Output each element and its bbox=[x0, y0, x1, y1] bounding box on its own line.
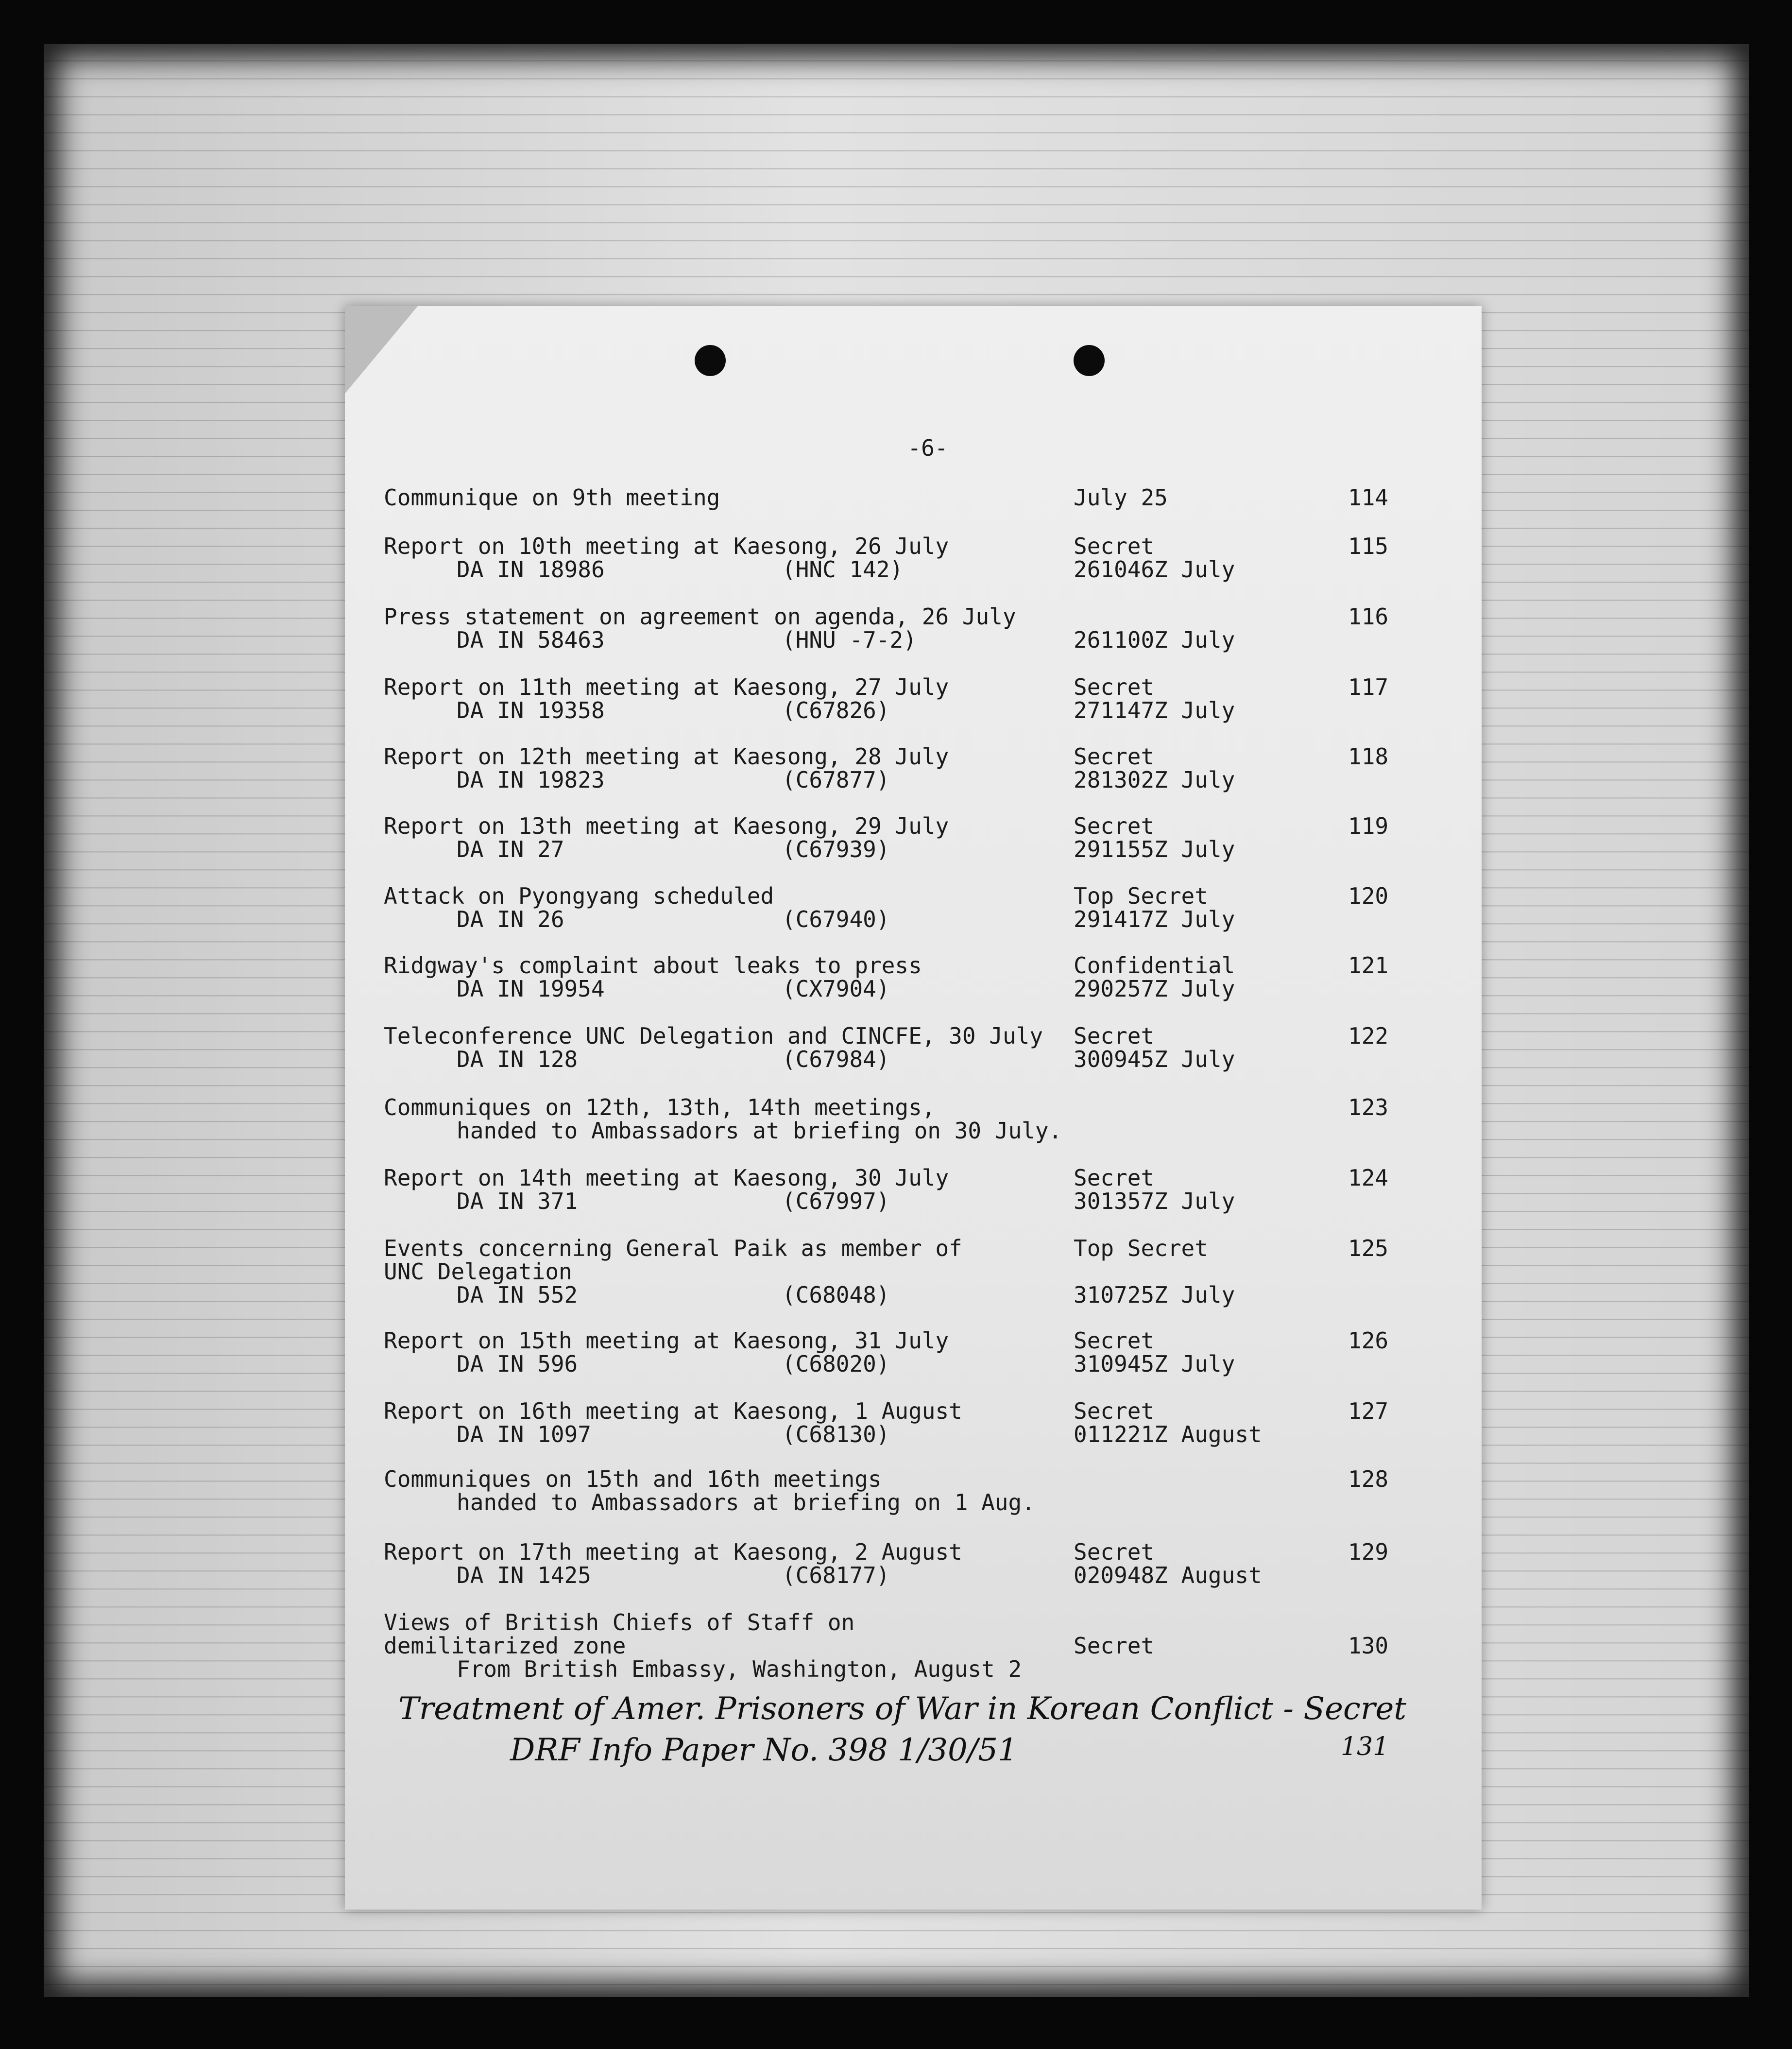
entry-title: Communiques on 12th, 13th, 14th meetings, bbox=[384, 1094, 936, 1120]
entry-number: 128 bbox=[1348, 1466, 1389, 1492]
entry-number: 117 bbox=[1348, 674, 1389, 700]
entry-title: Teleconference UNC Delegation and CINCFE, 30 July bbox=[384, 1023, 1043, 1049]
entry-line bbox=[384, 768, 1428, 792]
entry-reference: DA IN 128 bbox=[457, 1046, 578, 1072]
entry-line bbox=[384, 1166, 1428, 1189]
entry-line bbox=[384, 1564, 1428, 1587]
entry-classification: July 25 bbox=[1074, 484, 1168, 511]
document-page bbox=[345, 306, 1482, 1910]
entry-item bbox=[384, 534, 1428, 581]
entry-item bbox=[384, 745, 1428, 792]
entry-signal-code: (C67877) bbox=[782, 767, 890, 793]
entry-line bbox=[384, 745, 1428, 768]
entry-item bbox=[384, 1237, 1428, 1307]
entry-title: Communiques on 15th and 16th meetings bbox=[384, 1466, 882, 1492]
handwritten-title: Treatment of Amer. Prisoners of War in Korean Conflict - Secret bbox=[398, 1691, 1407, 1727]
entry-number: 121 bbox=[1348, 952, 1389, 979]
entry-datetime-group: 261046Z July bbox=[1074, 556, 1235, 583]
entry-signal-code: (C68020) bbox=[782, 1351, 890, 1377]
entry-datetime-group: 011221Z August bbox=[1074, 1421, 1262, 1447]
entry-line bbox=[384, 534, 1428, 558]
entry-signal-code: (C68177) bbox=[782, 1562, 890, 1588]
entry-line bbox=[384, 814, 1428, 838]
entry-classification: Secret bbox=[1074, 1539, 1155, 1565]
entry-line bbox=[384, 558, 1428, 581]
entry-signal-code: (C67826) bbox=[782, 697, 890, 723]
entry-datetime-group: 020948Z August bbox=[1074, 1562, 1262, 1588]
entry-item bbox=[384, 675, 1428, 722]
entry-line bbox=[384, 1329, 1428, 1352]
entry-datetime-group: 310725Z July bbox=[1074, 1282, 1235, 1308]
entry-title: handed to Ambassadors at briefing on 1 Aug. bbox=[457, 1489, 1035, 1515]
entry-line bbox=[384, 884, 1428, 908]
entry-item bbox=[384, 884, 1428, 931]
entry-line bbox=[384, 1467, 1428, 1491]
entry-title: Ridgway's complaint about leaks to press bbox=[384, 952, 922, 979]
entry-classification: Top Secret bbox=[1074, 1235, 1208, 1261]
entry-datetime-group: 300945Z July bbox=[1074, 1046, 1235, 1072]
entry-classification: Top Secret bbox=[1074, 883, 1208, 909]
entry-title: Report on 17th meeting at Kaesong, 2 August bbox=[384, 1539, 962, 1565]
entry-signal-code: (C67997) bbox=[782, 1188, 890, 1214]
entry-line bbox=[384, 1189, 1428, 1213]
entry-datetime-group: 291417Z July bbox=[1074, 906, 1235, 932]
entry-number: 120 bbox=[1348, 883, 1389, 909]
entry-title: Report on 11th meeting at Kaesong, 27 July bbox=[384, 674, 949, 700]
entry-title: handed to Ambassadors at briefing on 30 July. bbox=[457, 1118, 1062, 1144]
entry-number: 127 bbox=[1348, 1398, 1389, 1424]
entry-signal-code: (C67939) bbox=[782, 836, 890, 862]
entry-item bbox=[384, 1399, 1428, 1446]
entry-item bbox=[384, 1024, 1428, 1071]
entry-line bbox=[384, 1657, 1428, 1681]
entry-title: Report on 10th meeting at Kaesong, 26 July bbox=[384, 533, 949, 559]
entry-signal-code: (C68048) bbox=[782, 1282, 890, 1308]
entry-reference: DA IN 18986 bbox=[457, 556, 605, 583]
entry-line bbox=[384, 1283, 1428, 1307]
entry-title: Report on 16th meeting at Kaesong, 1 August bbox=[384, 1398, 962, 1424]
entry-line bbox=[384, 838, 1428, 861]
entry-signal-code: (C67940) bbox=[782, 906, 890, 932]
entry-classification: Secret bbox=[1074, 1023, 1155, 1049]
entry-item bbox=[384, 1467, 1428, 1514]
entry-item bbox=[384, 486, 1428, 509]
entry-reference: DA IN 596 bbox=[457, 1351, 578, 1377]
entry-number: 129 bbox=[1348, 1539, 1389, 1565]
entry-datetime-group: 261100Z July bbox=[1074, 627, 1235, 653]
entry-line bbox=[384, 1260, 1428, 1283]
entry-title: Views of British Chiefs of Staff on bbox=[384, 1609, 855, 1636]
entry-title: Report on 13th meeting at Kaesong, 29 July bbox=[384, 813, 949, 839]
punch-hole-left bbox=[695, 345, 726, 376]
microfilm-frame bbox=[44, 44, 1749, 1997]
entry-datetime-group: 310945Z July bbox=[1074, 1351, 1235, 1377]
entry-line bbox=[384, 628, 1428, 652]
entry-title: Report on 12th meeting at Kaesong, 28 July bbox=[384, 743, 949, 770]
entry-number: 115 bbox=[1348, 533, 1389, 559]
entry-classification: Secret bbox=[1074, 813, 1155, 839]
entry-classification: Secret bbox=[1074, 743, 1155, 770]
entry-line bbox=[384, 1611, 1428, 1634]
entry-number: 122 bbox=[1348, 1023, 1389, 1049]
entry-number: 130 bbox=[1348, 1633, 1389, 1659]
entry-datetime-group: 291155Z July bbox=[1074, 836, 1235, 862]
entry-line bbox=[384, 1540, 1428, 1564]
entry-classification: Secret bbox=[1074, 1165, 1155, 1191]
entry-number: 125 bbox=[1348, 1235, 1389, 1261]
entry-line bbox=[384, 1237, 1428, 1260]
entry-line bbox=[384, 954, 1428, 977]
entry-classification: Secret bbox=[1074, 1327, 1155, 1354]
entry-reference: DA IN 19358 bbox=[457, 697, 605, 723]
entry-classification: Secret bbox=[1074, 533, 1155, 559]
entry-classification: Confidential bbox=[1074, 952, 1235, 979]
entry-line bbox=[384, 1048, 1428, 1071]
entry-item bbox=[384, 605, 1428, 652]
entry-line bbox=[384, 1096, 1428, 1119]
entry-datetime-group: 301357Z July bbox=[1074, 1188, 1235, 1214]
entry-reference: DA IN 1097 bbox=[457, 1421, 591, 1447]
entry-line bbox=[384, 486, 1428, 509]
entry-line bbox=[384, 908, 1428, 931]
entry-reference: DA IN 1425 bbox=[457, 1562, 591, 1588]
handwritten-reference: DRF Info Paper No. 398 1/30/51 bbox=[510, 1732, 1018, 1768]
punch-hole-right bbox=[1074, 345, 1105, 376]
entry-number: 124 bbox=[1348, 1165, 1389, 1191]
entry-reference: DA IN 552 bbox=[457, 1282, 578, 1308]
entry-number: 119 bbox=[1348, 813, 1389, 839]
entry-line bbox=[384, 1491, 1428, 1514]
entry-title: Report on 14th meeting at Kaesong, 30 July bbox=[384, 1165, 949, 1191]
entry-line bbox=[384, 699, 1428, 722]
entry-reference: DA IN 26 bbox=[457, 906, 564, 932]
entry-datetime-group: 281302Z July bbox=[1074, 767, 1235, 793]
folded-corner bbox=[345, 306, 418, 394]
entry-line bbox=[384, 977, 1428, 1000]
entry-reference: DA IN 371 bbox=[457, 1188, 578, 1214]
entry-signal-code: (C68130) bbox=[782, 1421, 890, 1447]
entry-signal-code: (HNU -7-2) bbox=[782, 627, 917, 653]
entry-line bbox=[384, 1024, 1428, 1048]
entry-title: Communique on 9th meeting bbox=[384, 484, 720, 511]
entry-number: 118 bbox=[1348, 743, 1389, 770]
entry-signal-code: (HNC 142) bbox=[782, 556, 904, 583]
entry-title: demilitarized zone bbox=[384, 1633, 626, 1659]
entry-number: 114 bbox=[1348, 484, 1389, 511]
entry-item bbox=[384, 1611, 1428, 1681]
entry-line bbox=[384, 1423, 1428, 1446]
entry-line bbox=[384, 1352, 1428, 1376]
handwritten-number: 131 bbox=[1341, 1732, 1389, 1761]
entry-title: Report on 15th meeting at Kaesong, 31 July bbox=[384, 1327, 949, 1354]
entry-datetime-group: 290257Z July bbox=[1074, 976, 1235, 1002]
entry-classification: Secret bbox=[1074, 1398, 1155, 1424]
entry-line bbox=[384, 1119, 1428, 1142]
entry-reference: DA IN 27 bbox=[457, 836, 564, 862]
entry-item bbox=[384, 814, 1428, 861]
entry-signal-code: (C67984) bbox=[782, 1046, 890, 1072]
entry-line bbox=[384, 675, 1428, 699]
entry-item bbox=[384, 1096, 1428, 1142]
entry-reference: DA IN 58463 bbox=[457, 627, 605, 653]
entry-reference: DA IN 19954 bbox=[457, 976, 605, 1002]
entry-title: UNC Delegation bbox=[384, 1258, 572, 1285]
entry-item bbox=[384, 954, 1428, 1000]
entry-signal-code: (CX7904) bbox=[782, 976, 890, 1002]
entry-classification: Secret bbox=[1074, 674, 1155, 700]
entry-title: Events concerning General Paik as member of bbox=[384, 1235, 962, 1261]
entry-item bbox=[384, 1166, 1428, 1213]
entry-line bbox=[384, 1399, 1428, 1423]
entry-line bbox=[384, 1634, 1428, 1657]
page-number: -6- bbox=[907, 435, 948, 461]
entry-classification: Secret bbox=[1074, 1633, 1155, 1659]
entry-title: Press statement on agreement on agenda, 26 July bbox=[384, 603, 1016, 630]
entry-line bbox=[384, 605, 1428, 628]
entry-reference: From British Embassy, Washington, August 2 bbox=[457, 1656, 1022, 1682]
entry-item bbox=[384, 1540, 1428, 1587]
entry-datetime-group: 271147Z July bbox=[1074, 697, 1235, 723]
entry-number: 116 bbox=[1348, 603, 1389, 630]
entry-item bbox=[384, 1329, 1428, 1376]
entry-number: 123 bbox=[1348, 1094, 1389, 1120]
entry-reference: DA IN 19823 bbox=[457, 767, 605, 793]
entry-number: 126 bbox=[1348, 1327, 1389, 1354]
entry-title: Attack on Pyongyang scheduled bbox=[384, 883, 774, 909]
